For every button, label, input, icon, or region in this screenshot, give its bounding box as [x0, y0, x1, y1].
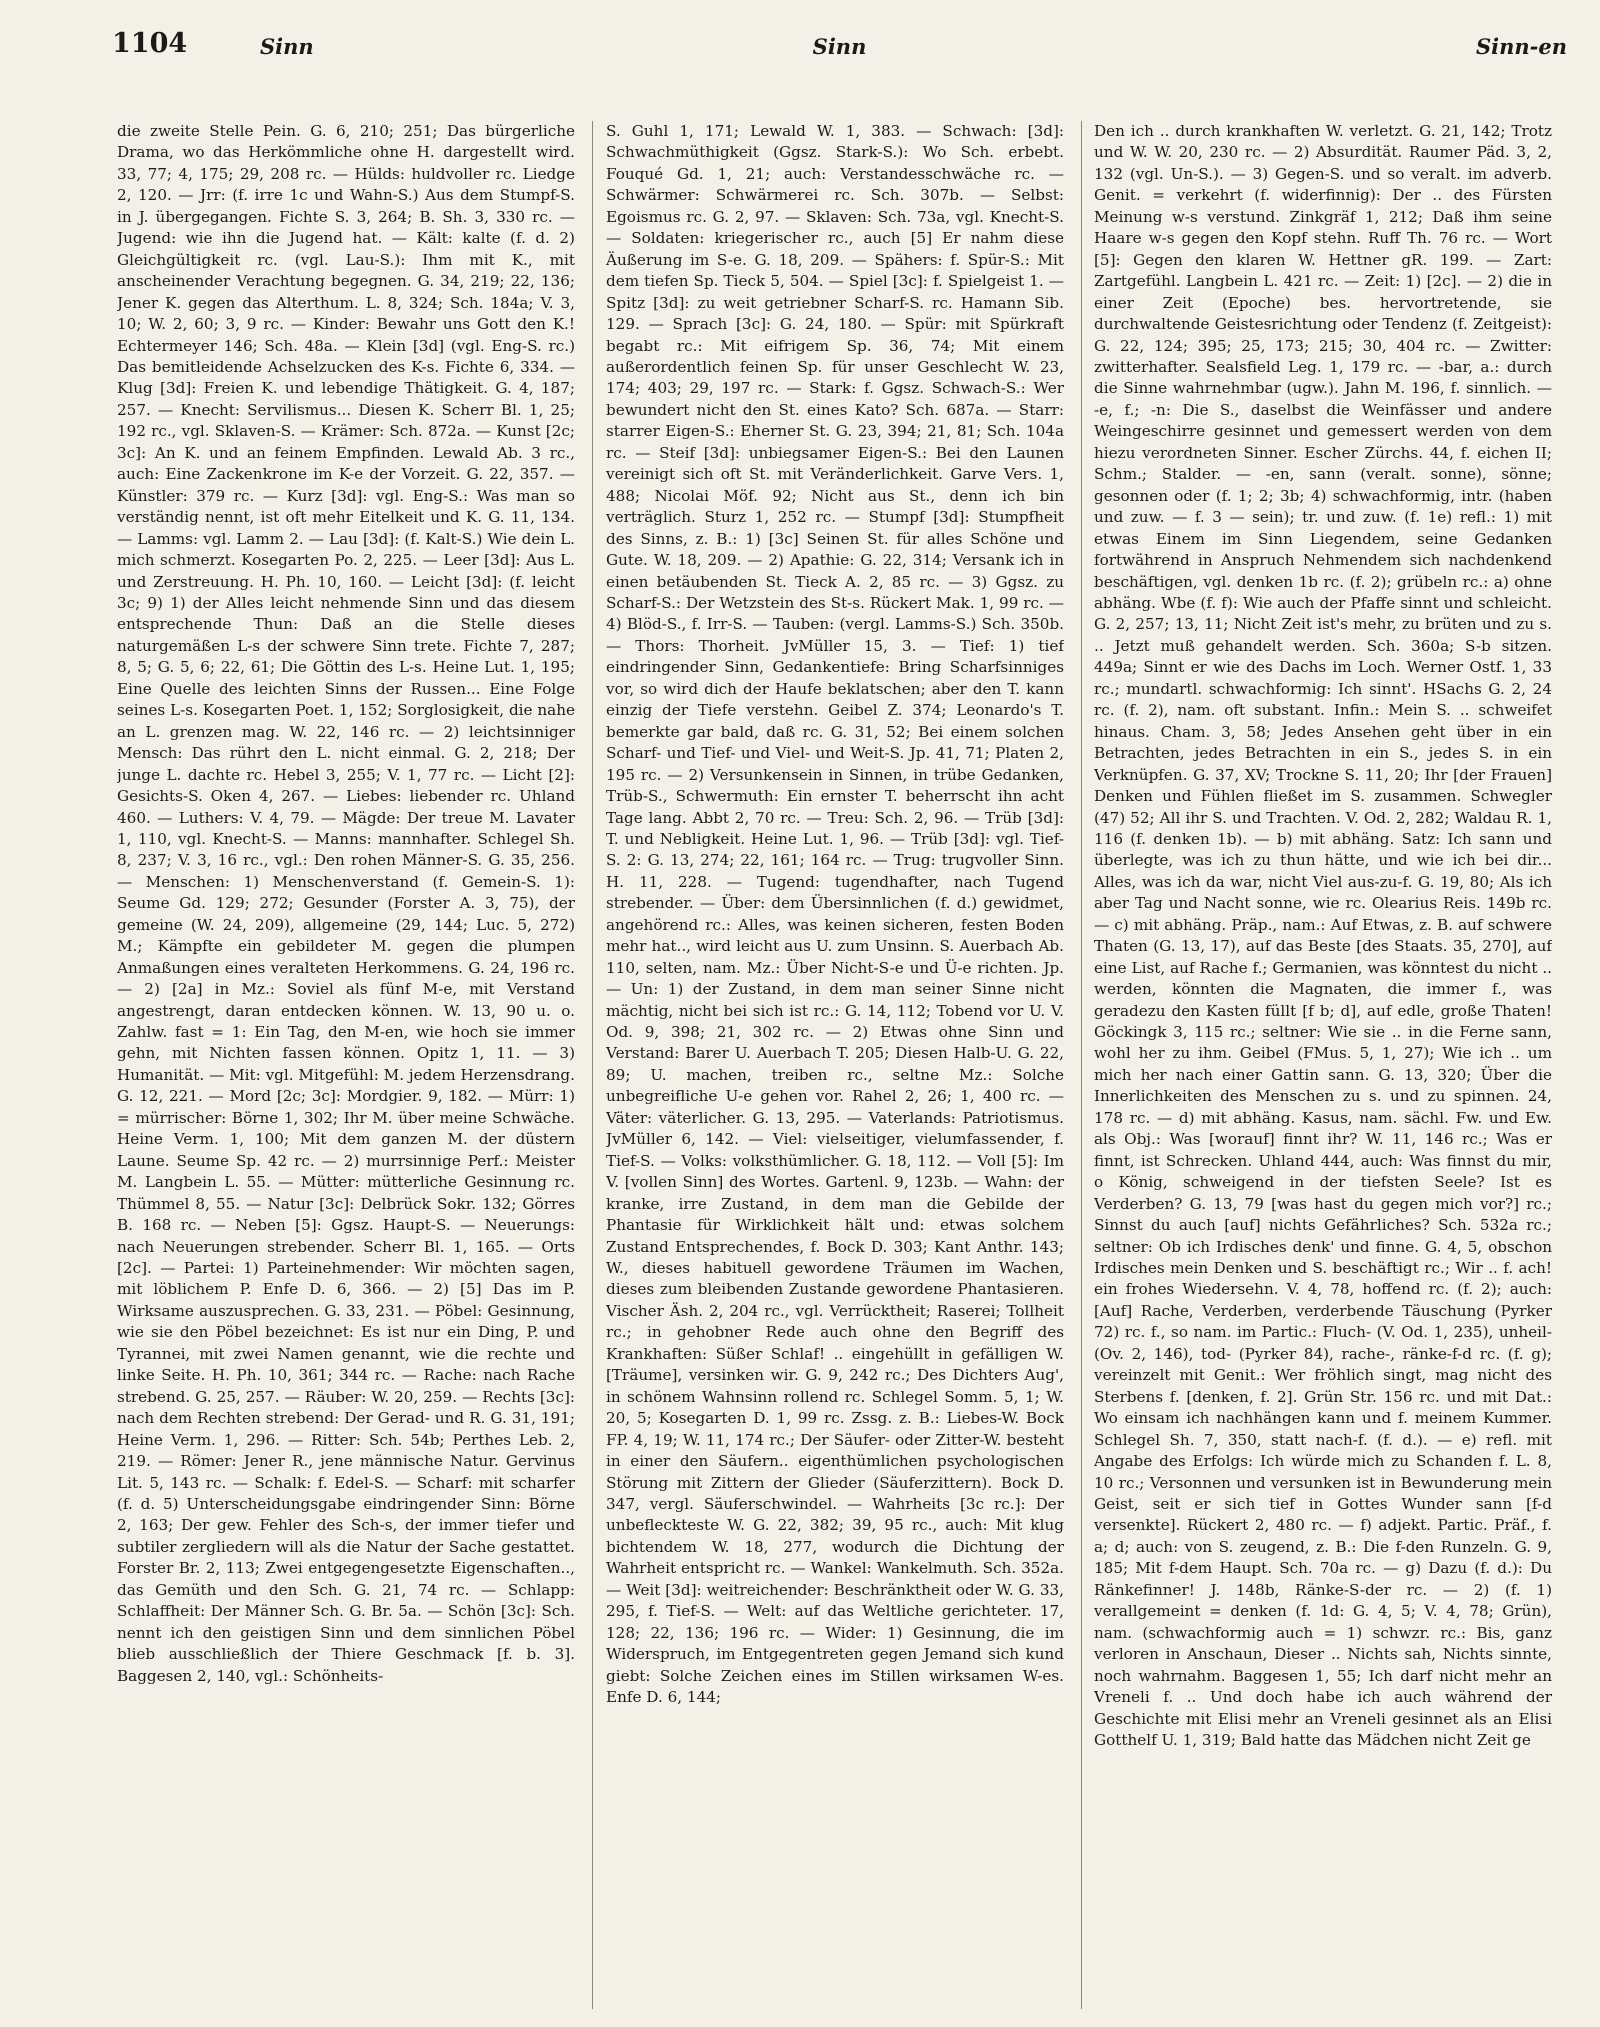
column-divider: [1081, 121, 1082, 2009]
headword-left: Sinn: [260, 34, 314, 59]
page-header: [112, 24, 1567, 68]
headword-right: Sinn-en: [1475, 34, 1567, 59]
column-text: Den ich .. durch krankhaften W. verletzt. G. 21, 142; Trotz und W. W. 20, 230 rc. — 2) Absurdität. Raumer Päd. 3, 2, 132 (vgl. Un-S.). — 3) Gegen-S. und so veralt. im adverb. Genit. = verkehrt (f. widerfinnig): Der .. des Fürsten Meinung w-s verstund. Zinkgräf 1, 212; Daß ihm seine Haare w-s gegen den Kopf stehn. Ruff Th. 76 rc. — Wort [5]: Gegen den klaren W. Hettner gR. 199. — Zart: Zartgefühl. Langbein L. 421 rc. — Zeit: 1) [2c]. — 2) die in einer Zeit (Epoche) bes. hervortretende, sie durchwaltende Geistesrichtung oder Tendenz (f. Zeitgeist): G. 22, 124; 395; 25, 173; 215; 30, 404 rc. — Zwitter: zwitterhafter. Sealsfield Leg. 1, 179 rc. — -bar, a.: durch die Sinne wahrnehmbar (ugw.). Jahn M. 196, f. sinnlich. — -e, f.; -n: Die S., daselbst die Weinfässer und andere Weingeschirre gesinnet und gemessert werden von dem hiezu verordneten Sinner. Escher Zürchs. 44, f. eichen II; Schm.; Stalder. — -en, sann (veralt. sonne), sönne; gesonnen oder (f. 1; 2; 3b; 4) schwachformig, intr. (haben und zuw. — f. 3 — sein); tr. und zuw. (f. 1e) refl.: 1) mit etwas Einem im Sinn Liegendem, seine Gedanken fortwährend in Anspruch Nehmendem sich nachdenkend beschäftigen, vgl. denken 1b rc. (f. 2); grübeln rc.: a) ohne abhäng. Wbe (f. f): Wie auch der Pfaffe sinnt und schleicht. G. 2, 257; 13, 11; Nicht Zeit ist's mehr, zu brüten und zu s. .. Jetzt muß gehandelt werden. Sch. 360a; S-b sitzen. 449a; Sinnt er wie des Dachs im Loch. Werner Ostf. 1, 33 rc.; mundartl. schwachformig: Ich sinnt'. HSachs G. 2, 24 rc. (f. 2), nam. oft substant. Infin.: Mein S. .. schweifet hinaus. Cham. 3, 58; Jedes Ansehen geht über in ein Betrachten, jedes Betrachten in ein S., jedes S. in ein Verknüpfen. G. 37, XV; Trockne S. 11, 20; Ihr [der Frauen] Denken und Fühlen fließet im S. zusammen. Schwegler (47) 52; All ihr S. und Trachten. V. Od. 2, 282; Waldau R. 1, 116 (f. denken 1b). — b) mit abhäng. Satz: Ich sann und überlegte, was ich zu thun hätte, und wie ich bei dir... Alles, was ich da war, nicht Viel aus-zu-f. G. 19, 80; Als ich aber Tag und Nacht sonne, wie rc. Olearius Reis. 149b rc. — c) mit abhäng. Präp., nam.: Auf Etwas, z. B. auf schwere Thaten (G. 13, 17), auf das Beste [des Staats. 35, 270], auf eine List, auf Rache f.; Germanien, was könntest du nicht .. werden, könnten die Magnaten, die immer f., was geradezu den Kasten füllt [f b; d], auf edle, große Thaten! Göckingk 3, 115 rc.; seltner: Wie sie .. in die Ferne sann, wohl her zu ihm. Geibel (FMus. 5, 1, 27); Wie ich .. um mich her nach einer Gattin sann. G. 13, 320; Über die Innerlichkeiten des Menschen zu s. und zu spinnen. 24, 178 rc. — d) mit abhäng. Kasus, nam. sächl. Fw. und Ew. als Obj.: Was [worauf] finnt ihr? W. 11, 146 rc.; Was er finnt, ist Schrecken. Uhland 444, auch: Was finnst du mir, o König, schweigend in der tiefsten Seele? Ist es Verderben? G. 13, 79 [was hast du gegen mich vor?] rc.; Sinnst du auch [auf] nichts Gefährliches? Sch. 532a rc.; seltner: Ob ich Irdisches denk' und finne. G. 4, 5, obschon Irdisches mein Denken und S. beschäftigt rc.; Wir .. f. ach! ein frohes Wiedersehn. V. 4, 78, hoffend rc. (f. 2); auch: [Auf] Rache, Verderben, verderbende Täuschung (Pyrker 72) rc. f., so nam. im Partic.: Fluch- (V. Od. 1, 235), unheil- (Ov. 2, 146), tod- (Pyrker 84), rache-, ränke-f-d rc. (f. g); vereinzelt mit Genit.: Wer fröhlich singt, mag nicht des Sterbens f. [denken, f. 2]. Grün Str. 156 rc. und mit Dat.: Wo einsam ich nachhängen kann und f. meinem Kummer. Schlegel Sh. 7, 350, statt nach-f. (f. d.). — e) refl. mit Angabe des Erfolgs: Ich würde mich zu Schanden f. L. 8, 10 rc.; Versonnen und versunken ist in Bewunderung mein Geist, seit er sich tief in Gottes Wunder sann [f-d versenkte]. Rückert 2, 480 rc. — f) adjekt. Partic. Präf., f. a; d; auch: von S. zeugend, z. B.: Die f-den Runzeln. G. 9, 185; Mit f-dem Haupt. Sch. 70a rc. — g) Dazu (f. d.): Du Ränkefinner! J. 148b, Ränke-S-der rc. — 2) (f. 1) verallgemeint = denken (f. 1d: G. 4, 5; V. 4, 78; Grün), nam. (schwachformig auch = 1) schwzr. rc.: Bis, ganz verloren in Anschaun, Dieser .. Nichts sah, Nichts sinnte, noch wahrnahm. Baggesen 1, 55; Ich darf nicht mehr an Vreneli f. .. Und doch habe ich auch während der Geschichte mit Elisi mehr an Vreneli gesinnet als an Elisi Gotthelf U. 1, 319; Bald hatte das Mädchen nicht Zeit ge: [1094, 122, 1552, 1749]
headword-center: Sinn: [812, 34, 867, 59]
text-column-middle: [606, 121, 1064, 2016]
text-column-right: [1094, 121, 1552, 2016]
column-text: S. Guhl 1, 171; Lewald W. 1, 383. — Schwach: [3d]: Schwachmüthigkeit (Ggsz. Stark-S.): Wo Sch. erbebt. Fouqué Gd. 1, 21; auch: Verstandesschwäche rc. — Schwärmer: Schwärmerei rc. Sch. 307b. — Selbst: Egoismus rc. G. 2, 97. — Sklaven: Sch. 73a, vgl. Knecht-S. — Soldaten: kriegerischer rc., auch [5] Er nahm diese Äußerung im S-e. G. 18, 209. — Spähers: f. Spür-S.: Mit dem tiefen Sp. Tieck 5, 504. — Spiel [3c]: f. Spielgeist 1. — Spitz [3d]: zu weit getriebner Scharf-S. rc. Hamann Sib. 129. — Sprach [3c]: G. 24, 180. — Spür: mit Spürkraft begabt rc.: Mit eifrigem Sp. 36, 74; Mit einem außerordentlich feinen Sp. für unser Geschlecht W. 23, 174; 403; 29, 197 rc. — Stark: f. Ggsz. Schwach-S.: Wer bewundert nicht den St. eines Kato? Sch. 687a. — Starr: starrer Eigen-S.: Eherner St. G. 23, 394; 21, 81; Sch. 104a rc. — Steif [3d]: unbiegsamer Eigen-S.: Bei den Launen vereinigt sich oft St. mit Veränderlichkeit. Garve Vers. 1, 488; Nicolai Möf. 92; Nicht aus St., denn ich bin verträglich. Sturz 1, 252 rc. — Stumpf [3d]: Stumpfheit des Sinns, z. B.: 1) [3c] Seinen St. für alles Schöne und Gute. W. 18, 209. — 2) Apathie: G. 22, 314; Versank ich in einen betäubenden St. Tieck A. 2, 85 rc. — 3) Ggsz. zu Scharf-S.: Der Wetzstein des St-s. Rückert Mak. 1, 99 rc. — 4) Blöd-S., f. Irr-S. — Tauben: (vergl. Lamms-S.) Sch. 350b. — Thors: Thorheit. JvMüller 15, 3. — Tief: 1) tief eindringender Sinn, Gedankentiefe: Bring Scharfsinniges vor, so wird dich der Haufe beklatschen; aber den T. kann einzig der Tiefe verstehn. Geibel Z. 374; Leonardo's T. bemerkte gar bald, daß rc. G. 31, 52; Bei einem solchen Scharf- und Tief- und Viel- und Weit-S. Jp. 41, 71; Platen 2, 195 rc. — 2) Versunkensein in Sinnen, in trübe Gedanken, Trüb-S., Schwermuth: Ein ernster T. beherrscht ihn acht Tage lang. Abbt 2, 70 rc. — Treu: Sch. 2, 96. — Trüb [3d]: T. und Nebligkeit. Heine Lut. 1, 96. — Trüb [3d]: vgl. Tief-S. 2: G. 13, 274; 22, 161; 164 rc. — Trug: trugvoller Sinn. H. 11, 228. — Tugend: tugendhafter, nach Tugend strebender. — Über: dem Übersinnlichen (f. d.) gewidmet, angehörend rc.: Alles, was keinen sicheren, festen Boden mehr hat.., wird leicht aus U. zum Unsinn. S. Auerbach Ab. 110, selten, nam. Mz.: Über Nicht-S-e und Ü-e richten. Jp. — Un: 1) der Zustand, in dem man seiner Sinne nicht mächtig, nicht bei sich ist rc.: G. 14, 112; Tobend vor U. V. Od. 9, 398; 21, 302 rc. — 2) Etwas ohne Sinn und Verstand: Barer U. Auerbach T. 205; Diesen Halb-U. G. 22, 89; U. machen, treiben rc., seltne Mz.: Solche unbegreifliche U-e gehen vor. Rahel 2, 26; 1, 400 rc. — Väter: väterlicher. G. 13, 295. — Vaterlands: Patriotismus. JvMüller 6, 142. — Viel: vielseitiger, vielumfassender, f. Tief-S. — Volks: volksthümlicher. G. 18, 112. — Voll [5]: Im V. [vollen Sinn] des Wortes. Gartenl. 9, 123b. — Wahn: der kranke, irre Zustand, in dem man die Gebilde der Phantasie für Wirklichkeit hält und: etwas solchem Zustand Entsprechendes, f. Bock D. 303; Kant Anthr. 143; W., dieses habituell gewordene Träumen im Wachen, dieses zum bleibenden Zustande gewordene Phantasieren. Vischer Äsh. 2, 204 rc., vgl. Verrücktheit; Raserei; Tollheit rc.; in gehobner Rede auch ohne den Begriff des Krankhaften: Süßer Schlaf! .. eingehüllt in gefälligen W. [Träume], versinken wir. G. 9, 242 rc.; Des Dichters Aug', in schönem Wahnsinn rollend rc. Schlegel Somm. 5, 1; W. 20, 5; Kosegarten D. 1, 99 rc. Zssg. z. B.: Liebes-W. Bock FP. 4, 19; W. 11, 174 rc.; Der Säufer- oder Zitter-W. besteht in einer den Säufern.. eigenthümlichen psychologischen Störung mit Zittern der Glieder (Säuferzittern). Bock D. 347, vergl. Säuferschwindel. — Wahrheits [3c rc.]: Der unbefleckteste W. G. 22, 382; 39, 95 rc., auch: Mit klug bichtendem W. 18, 277, wodurch die Dichtung der Wahrheit entspricht rc. — Wankel: Wankelmuth. Sch. 352a. — Weit [3d]: weitreichender: Beschränktheit oder W. G. 33, 295, f. Tief-S. — Welt: auf das Weltliche gerichteter. 17, 128; 22, 136; 196 rc. — Wider: 1) Gesinnung, die im Widerspruch, im Entgegentreten gegen Jemand sich kund giebt: Solche Zeichen eines im Stillen wirksamen W-es. Enfe D. 6, 144;: [606, 122, 1064, 1707]
text-column-left: [117, 121, 575, 2016]
column-text: die zweite Stelle Pein. G. 6, 210; 251; Das bürgerliche Drama, wo das Herkömmliche ohne H. dargestellt wird. 33, 77; 4, 175; 29, 208 rc. — Hülds: huldvoller rc. Liedge 2, 120. — Jrr: (f. irre 1c und Wahn-S.) Aus dem Stumpf-S. in J. übergegangen. Fichte S. 3, 264; B. Sh. 3, 330 rc. — Jugend: wie ihn die Jugend hat. — Kält: kalte (f. d. 2) Gleichgültigkeit rc. (vgl. Lau-S.): Ihm mit K., mit anscheinender Verachtung begegnen. G. 34, 219; 22, 136; Jener K. gegen das Alterthum. L. 8, 324; Sch. 184a; V. 3, 10; W. 2, 60; 3, 9 rc. — Kinder: Bewahr uns Gott den K.! Echtermeyer 146; Sch. 48a. — Klein [3d] (vgl. Eng-S. rc.) Das bemitleidende Achselzucken des K-s. Fichte 6, 334. — Klug [3d]: Freien K. und lebendige Thätigkeit. G. 4, 187; 257. — Knecht: Servilismus... Diesen K. Scherr Bl. 1, 25; 192 rc., vgl. Sklaven-S. — Krämer: Sch. 872a. — Kunst [2c; 3c]: An K. und an feinem Empfinden. Lewald Ab. 3 rc., auch: Eine Zackenkrone im K-e der Vorzeit. G. 22, 357. — Künstler: 379 rc. — Kurz [3d]: vgl. Eng-S.: Was man so verständig nennt, ist oft mehr Eitelkeit und K. G. 11, 134. — Lamms: vgl. Lamm 2. — Lau [3d]: (f. Kalt-S.) Wie dein L. mich schmerzt. Kosegarten Po. 2, 225. — Leer [3d]: Aus L. und Zerstreuung. H. Ph. 10, 160. — Leicht [3d]: (f. leicht 3c; 9) 1) der Alles leicht nehmende Sinn und das diesem entsprechende Thun: Daß an die Stelle dieses naturgemäßen L-s der schwere Sinn trete. Fichte 7, 287; 8, 5; G. 5, 6; 22, 61; Die Göttin des L-s. Heine Lut. 1, 195; Eine Quelle des leichten Sinns der Russen... Eine Folge seines L-s. Kosegarten Poet. 1, 152; Sorglosigkeit, die nahe an L. grenzen mag. W. 22, 146 rc. — 2) leichtsinniger Mensch: Das rührt den L. nicht einmal. G. 2, 218; Der junge L. dachte rc. Hebel 3, 255; V. 1, 77 rc. — Licht [2]: Gesichts-S. Oken 4, 267. — Liebes: liebender rc. Uhland 460. — Luthers: V. 4, 79. — Mägde: Der treue M. Lavater 1, 110, vgl. Knecht-S. — Manns: mannhafter. Schlegel Sh. 8, 237; V. 3, 16 rc., vgl.: Den rohen Männer-S. G. 35, 256. — Menschen: 1) Menschenverstand (f. Gemein-S. 1): Seume Gd. 129; 272; Gesunder (Forster A. 3, 75), der gemeine (W. 24, 209), allgemeine (29, 144; Luc. 5, 272) M.; Kämpfte ein gebildeter M. gegen die plumpen Anmaßungen eines veralteten Herkommens. G. 24, 196 rc. — 2) [2a] in Mz.: Soviel als fünf M-e, mit Verstand angestrengt, daran entdecken können. W. 13, 90 u. o. Zahlw. fast = 1: Ein Tag, den M-en, wie hoch sie immer gehn, mit Nichten fassen können. Opitz 1, 11. — 3) Humanität. — Mit: vgl. Mitgefühl: M. jedem Herzensdrang. G. 12, 221. — Mord [2c; 3c]: Mordgier. 9, 182. — Mürr: 1) = mürrischer: Börne 1, 302; Ihr M. über meine Schwäche. Heine Verm. 1, 100; Mit dem ganzen M. der düstern Laune. Seume Sp. 42 rc. — 2) murrsinnige Perf.: Meister M. Langbein L. 55. — Mütter: mütterliche Gesinnung rc. Thümmel 8, 55. — Natur [3c]: Delbrück Sokr. 132; Görres B. 168 rc. — Neben [5]: Ggsz. Haupt-S. — Neuerungs: nach Neuerungen strebender. Scherr Bl. 1, 165. — Orts [2c]. — Partei: 1) Parteinehmender: Wir möchten sagen, mit löblichem P. Enfe D. 6, 366. — 2) [5] Das im P. Wirksame auszusprechen. G. 33, 231. — Pöbel: Gesinnung, wie sie den Pöbel bezeichnet: Es ist nur ein Ding, P. und Tyrannei, mit zwei Namen genannt, wie die rechte und linke Seite. H. Ph. 10, 361; 344 rc. — Rache: nach Rache strebend. G. 25, 257. — Räuber: W. 20, 259. — Rechts [3c]: nach dem Rechten strebend: Der Gerad- und R. G. 31, 191; Heine Verm. 1, 296. — Ritter: Sch. 54b; Perthes Leb. 2, 219. — Römer: Jener R., jene männische Natur. Gervinus Lit. 5, 143 rc. — Schalk: f. Edel-S. — Scharf: mit scharfer (f. d. 5) Unterscheidungsgabe eindringender Sinn: Börne 2, 163; Der gew. Fehler des Sch-s, der immer tiefer und subtiler zergliedern will als die Natur der Sache gestattet. Forster Br. 2, 113; Zwei entgegengesetzte Eigenschaften.., das Gemüth und den Sch. G. 21, 74 rc. — Schlapp: Schlaffheit: Der Männer Sch. G. Br. 5a. — Schön [3c]: Sch. nennt ich den geistigen Sinn und dem sinnlichen Pöbel blieb ausschließlich der Thiere Geschmack [f. b. 3]. Baggesen 2, 140, vgl.: Schönheits-: [117, 122, 575, 1685]
column-divider: [592, 121, 593, 2009]
page-number: 1104: [112, 28, 188, 59]
